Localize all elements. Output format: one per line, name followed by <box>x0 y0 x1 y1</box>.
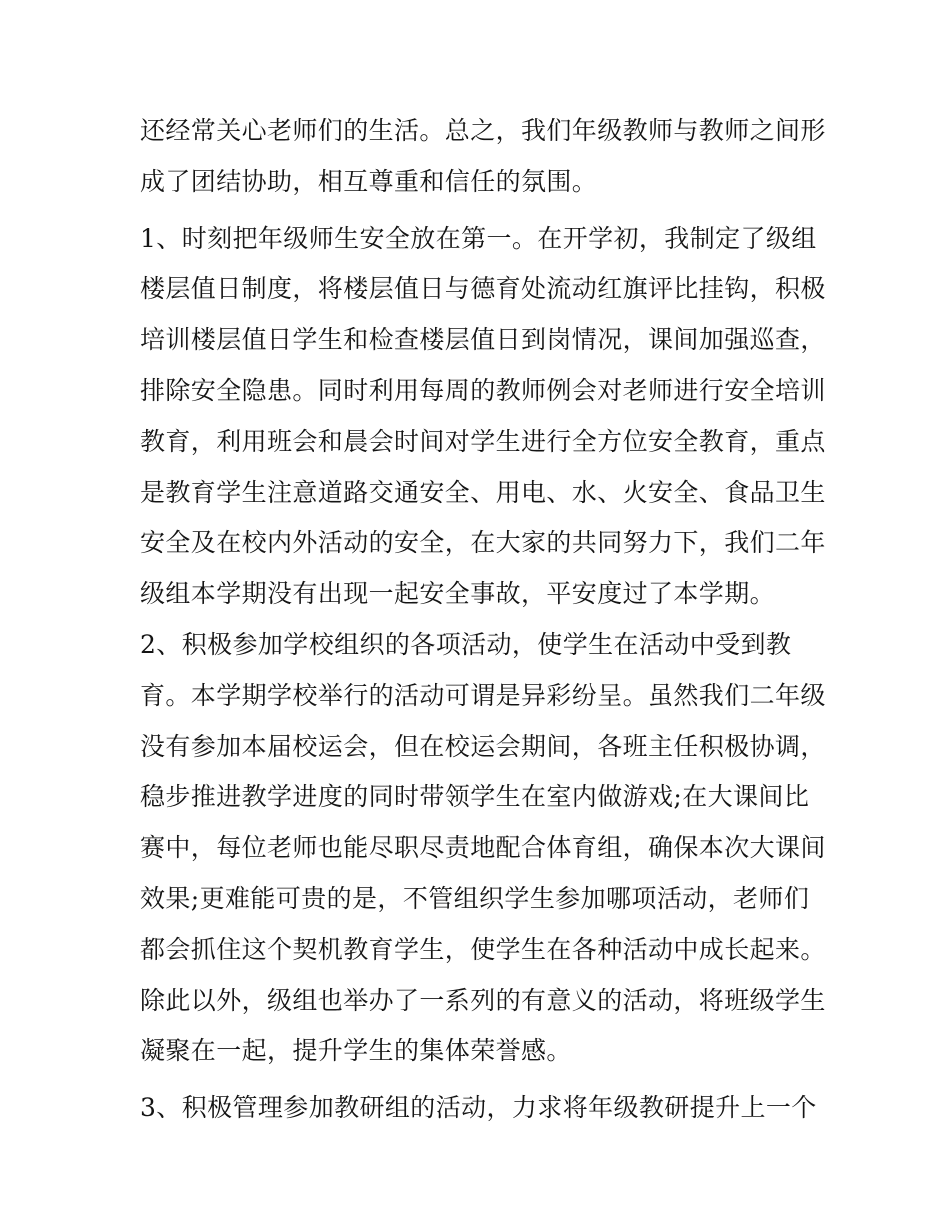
text-line: 楼层值日制度，将楼层值日与德育处流动红旗评比挂钩，积极 <box>140 274 826 304</box>
text-line: 是教育学生注意道路交通安全、用电、水、火安全、食品卫生 <box>140 477 826 507</box>
text-line: 没有参加本届校运会，但在校运会期间，各班主任积极协调， <box>140 731 826 761</box>
text-line: 1、时刻把年级师生安全放在第一。在开学初，我制定了级组 <box>140 223 817 253</box>
text-line: 赛中，每位老师也能尽职尽责地配合体育组，确保本次大课间 <box>140 833 826 863</box>
text-line: 级组本学期没有出现一起安全事故，平安度过了本学期。 <box>140 579 776 609</box>
text-line: 都会抓住这个契机教育学生，使学生在各种活动中成长起来。 <box>140 934 826 964</box>
text-line: 育。本学期学校举行的活动可谓是异彩纷呈。虽然我们二年级 <box>140 680 826 710</box>
text-line: 2、积极参加学校组织的各项活动，使学生在活动中受到教 <box>140 629 792 659</box>
text-line: 安全及在校内外活动的安全，在大家的共同努力下，我们二年 <box>140 528 826 558</box>
text-line: 教育，利用班会和晨会时间对学生进行全方位安全教育，重点 <box>140 426 826 456</box>
text-line: 培训楼层值日学生和检查楼层值日到岗情况，课间加强巡查， <box>140 325 826 355</box>
text-line: 效果;更难能可贵的是，不管组织学生参加哪项活动，老师们 <box>140 883 810 913</box>
body-text <box>140 106 826 1134</box>
text-line: 还经常关心老师们的生活。总之，我们年级教师与教师之间形 <box>140 116 826 145</box>
text-line: 成了团结协助，相互尊重和信任的氛围。 <box>140 166 598 196</box>
text-line: 除此以外，级组也举办了一系列的有意义的活动，将班级学生 <box>140 985 826 1015</box>
text-line: 稳步推进教学进度的同时带领学生在室内做游戏;在大课间比 <box>140 782 810 812</box>
text-line: 3、积极管理参加教研组的活动，力求将年级教研提升上一个 <box>140 1093 817 1123</box>
text-line: 排除安全隐患。同时利用每周的教师例会对老师进行安全培训 <box>140 375 826 405</box>
text-line: 凝聚在一起，提升学生的集体荣誉感。 <box>140 1036 572 1066</box>
